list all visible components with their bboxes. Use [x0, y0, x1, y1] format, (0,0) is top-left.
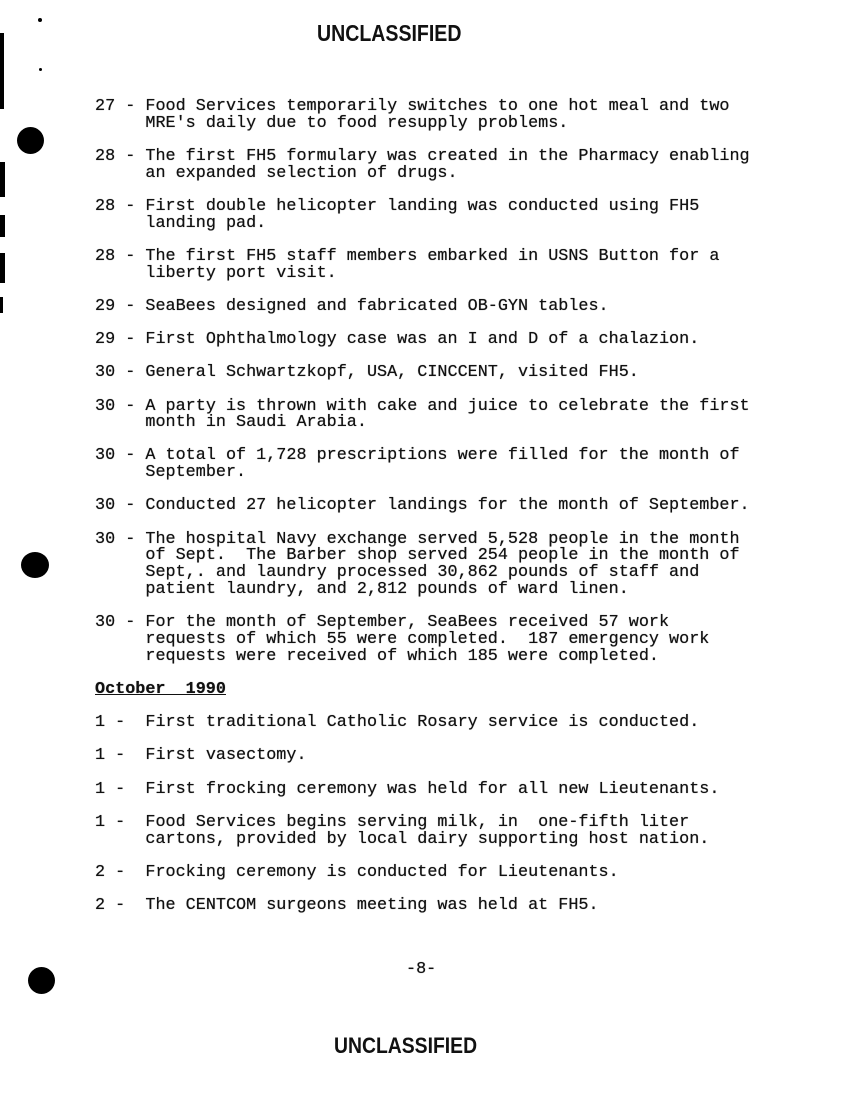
entry-text	[145, 448, 739, 482]
entry-day: 30 -	[95, 496, 136, 516]
scan-edge-artifact	[0, 162, 5, 197]
section-heading-october-1990: October 1990	[95, 680, 226, 700]
entry-text	[145, 779, 720, 799]
entry-day: 1 -	[95, 779, 126, 799]
entry-line: MRE's daily due to food resupply problems.	[145, 113, 569, 133]
timeline-entry	[95, 146, 795, 183]
entry-line: SeaBees designed and fabricated OB-GYN tables.	[145, 296, 609, 316]
entry-line: First frocking ceremony was held for all new Lieutenants.	[145, 779, 720, 799]
entry-line: First double helicopter landing was conducted using FH5	[145, 196, 700, 216]
hole-punch-mark	[28, 967, 55, 994]
entry-day: 28 -	[95, 196, 136, 216]
timeline-entry	[95, 615, 795, 665]
entry-day: 30 -	[95, 396, 136, 416]
entry-line: Food Services temporarily switches to one hot meal and two	[145, 97, 730, 116]
entry-text	[145, 196, 700, 233]
entry-line: First traditional Catholic Rosary service is conducted.	[145, 713, 700, 733]
entry-text	[145, 332, 699, 349]
entry-text	[145, 862, 619, 882]
entry-text	[145, 615, 709, 665]
entry-line: Sept,. and laundry processed 30,862 pounds of staff and	[145, 563, 700, 583]
entry-day: 1 -	[95, 746, 126, 766]
timeline-entry	[95, 895, 795, 915]
timeline-entry	[95, 748, 795, 765]
entry-line: The CENTCOM surgeons meeting was held at FH5.	[145, 895, 599, 915]
entry-line: For the month of September, SeaBees received 57 work	[145, 613, 670, 633]
entry-day: 27 -	[95, 97, 136, 116]
entry-line: First vasectomy.	[145, 746, 307, 766]
document-body	[95, 99, 795, 931]
timeline-entry	[95, 99, 795, 133]
timeline-entry	[95, 779, 795, 799]
entry-line: The first FH5 formulary was created in the Pharmacy enabling	[145, 146, 750, 166]
entry-line: an expanded selection of drugs.	[145, 163, 458, 183]
hole-punch-mark	[17, 127, 44, 154]
entry-day: 2 -	[95, 895, 126, 915]
entry-day: 30 -	[95, 529, 136, 549]
timeline-entry	[95, 812, 795, 849]
page-number: -8-	[406, 960, 437, 979]
entry-day: 1 -	[95, 713, 126, 733]
entry-day: 28 -	[95, 146, 136, 166]
scan-edge-artifact	[0, 215, 5, 237]
entry-day: 30 -	[95, 363, 136, 383]
entry-line: requests of which 55 were completed. 187 emergency work	[145, 630, 710, 650]
timeline-entry	[95, 715, 795, 732]
entry-line: landing pad.	[145, 213, 267, 233]
entry-line: A total of 1,728 prescriptions were filled for the month of	[145, 446, 740, 466]
entry-text	[145, 812, 710, 849]
entry-text	[145, 529, 740, 600]
entry-day: 30 -	[95, 613, 136, 633]
entry-text	[145, 99, 729, 133]
scan-speck	[39, 68, 42, 71]
entry-day: 29 -	[95, 296, 136, 316]
entry-text	[145, 396, 750, 433]
entry-line: requests were received of which 185 were completed.	[145, 646, 659, 666]
entry-line: The hospital Navy exchange served 5,528 people in the month	[145, 529, 740, 549]
entry-list-october	[95, 715, 795, 915]
entry-line: A party is thrown with cake and juice to celebrate the first	[145, 396, 750, 416]
timeline-entry	[95, 396, 795, 433]
scan-edge-artifact	[0, 297, 3, 313]
entry-line: liberty port visit.	[145, 263, 337, 283]
entry-text	[145, 715, 699, 732]
entry-line: Food Services begins serving milk, in one-fifth liter	[145, 812, 690, 832]
classification-header: UNCLASSIFIED	[317, 20, 462, 46]
timeline-entry	[95, 296, 795, 316]
entry-text	[145, 498, 749, 515]
entry-list-september	[95, 99, 795, 666]
scan-edge-artifact	[0, 253, 5, 283]
entry-line: patient laundry, and 2,812 pounds of ward linen.	[145, 580, 629, 600]
entry-line: First Ophthalmology case was an I and D of a chalazion.	[145, 330, 700, 350]
entry-line: General Schwartzkopf, USA, CINCCENT, visited FH5.	[145, 363, 639, 383]
entry-line: cartons, provided by local dairy supporting host nation.	[145, 829, 710, 849]
timeline-entry	[95, 448, 795, 482]
timeline-entry	[95, 862, 795, 882]
entry-line: The first FH5 staff members embarked in USNS Button for a	[145, 246, 720, 266]
entry-line: September.	[145, 463, 247, 483]
timeline-entry	[95, 365, 795, 382]
entry-line: Conducted 27 helicopter landings for the month of September.	[145, 496, 750, 516]
entry-text	[145, 748, 306, 765]
entry-line: Frocking ceremony is conducted for Lieutenants.	[145, 862, 619, 882]
entry-text	[145, 365, 638, 382]
timeline-entry	[95, 246, 795, 283]
entry-day: 28 -	[95, 246, 136, 266]
entry-day: 30 -	[95, 446, 136, 466]
entry-text	[145, 895, 599, 915]
entry-text	[145, 296, 609, 316]
entry-day: 29 -	[95, 330, 136, 350]
entry-line: month in Saudi Arabia.	[145, 413, 367, 433]
entry-text	[145, 246, 720, 283]
hole-punch-mark	[21, 552, 49, 578]
entry-day: 2 -	[95, 862, 126, 882]
entry-line: of Sept. The Barber shop served 254 people in the month of	[145, 546, 740, 566]
scan-speck	[38, 18, 42, 22]
timeline-entry	[95, 498, 795, 515]
timeline-entry	[95, 529, 795, 600]
classification-footer: UNCLASSIFIED	[334, 1033, 478, 1058]
entry-text	[145, 146, 750, 183]
timeline-entry	[95, 332, 795, 349]
entry-day: 1 -	[95, 812, 126, 832]
timeline-entry	[95, 196, 795, 233]
scan-edge-artifact	[0, 33, 4, 109]
